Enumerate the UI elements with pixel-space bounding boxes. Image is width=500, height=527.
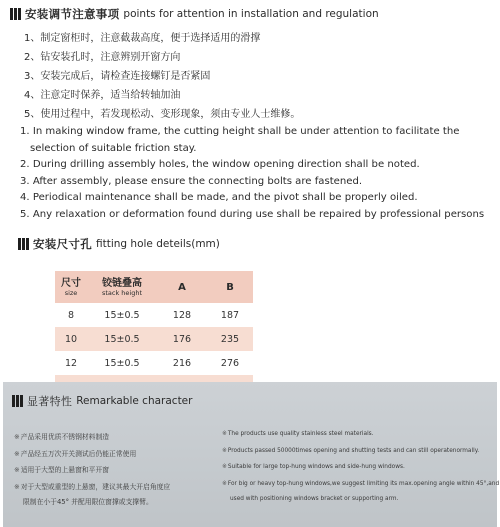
cn-note-item: 4、注意定时保养，适当给转轴加油 — [24, 90, 181, 101]
cn-notes-list — [24, 29, 300, 124]
section-title-en: points for attention in installation and regulation — [123, 8, 379, 20]
cell-a: 176 — [157, 327, 207, 351]
section-title-en: Remarkable character — [76, 395, 193, 407]
table-header-row — [55, 271, 253, 303]
cn-note-item: 2、钻安装孔时，注意辨别开窗方向 — [24, 52, 181, 63]
cell-stack-height: 15±0.5 — [87, 351, 157, 375]
en-notes-list — [20, 124, 484, 223]
en-note-line: 4. Periodical maintenance shall be made, and the pivot shall be properly oiled. — [20, 192, 418, 203]
feature-cn-item: ※适用于大型的上悬窗和平开窗 — [14, 466, 110, 474]
col-header-stack-height: 铰链叠高 stack height — [87, 271, 157, 303]
cell-size: 8 — [55, 303, 87, 327]
col-header-a: A — [157, 271, 207, 303]
section-header-remarkable — [12, 393, 192, 409]
bullet-icon: ※ — [222, 481, 227, 487]
feature-cn-item: ※对于大型或重型的上悬窗，建议其最大开启角度应 — [14, 483, 171, 491]
feature-cn-item: ※产品采用优质不锈钢材料制造 — [14, 433, 110, 441]
section-header-installation — [10, 6, 379, 22]
remarkable-character-panel — [3, 382, 500, 527]
en-note-line: 2. During drilling assembly holes, the window opening direction shall be noted. — [20, 159, 420, 170]
col-header-b: B — [207, 271, 253, 303]
en-note-line: 3. After assembly, please ensure the connecting bolts are fastened. — [20, 175, 363, 187]
feature-cn-item: ※产品经五万次开关测试后仍能正常使用 — [14, 450, 137, 458]
feature-en-item: ※For big or heavy top-hung windows,we suggest limiting its max.opening angle within 45°,and — [222, 481, 500, 487]
section-title-en: fitting hole deteils(mm) — [96, 238, 220, 250]
table-row — [55, 327, 253, 351]
section-title-cn: 安装调节注意事项 — [25, 7, 120, 21]
cell-b: 235 — [207, 327, 253, 351]
section-title-cn: 安装尺寸孔 — [33, 237, 92, 251]
bullet-icon: ※ — [222, 431, 227, 437]
cn-note-item: 1、制定窗柜时，注意截裁高度，便于选择适用的滑撑 — [24, 33, 261, 44]
cell-stack-height: 15±0.5 — [87, 327, 157, 351]
cell-a: 216 — [157, 351, 207, 375]
cn-note-item: 5、使用过程中，若发现松动、变形现象，须由专业人士维修。 — [24, 109, 301, 120]
fitting-hole-table — [55, 271, 253, 399]
bullet-icon: ※ — [14, 466, 20, 474]
feature-en-item: ※Products passed 50000times opening and shutting tests and can still operatenormally. — [222, 448, 480, 454]
en-note-line: 1. In making window frame, the cutting height shall be under attention to facilitate the — [20, 126, 460, 137]
cell-b: 187 — [207, 303, 253, 327]
cell-size: 12 — [55, 351, 87, 375]
bullet-icon: ※ — [14, 483, 20, 491]
cn-note-item: 3、安装完成后，请检查连接螺钉是否紧固 — [24, 71, 211, 82]
bullet-icon: ※ — [222, 464, 227, 470]
en-note-line: 5. Any relaxation or deformation found during use shall be repaired by professional persons — [20, 208, 485, 220]
feature-en-item: ※Suitable for large top-hung windows and side-hung windows. — [222, 464, 405, 470]
feature-cn-item-continued: 限制在小于45° 并配用限位窗撑或支撑臂。 — [23, 498, 153, 506]
table-row — [55, 351, 253, 375]
cell-stack-height: 15±0.5 — [87, 303, 157, 327]
cell-a: 128 — [157, 303, 207, 327]
section-header-fitting-hole — [18, 236, 220, 252]
section-marker-icon — [10, 8, 21, 20]
col-header-size: 尺寸 size — [55, 271, 87, 303]
section-marker-icon — [18, 238, 29, 250]
cell-b: 276 — [207, 351, 253, 375]
bullet-icon: ※ — [14, 433, 20, 441]
bullet-icon: ※ — [222, 448, 227, 454]
section-title-cn: 显著特性 — [27, 395, 73, 408]
bullet-icon: ※ — [14, 450, 20, 458]
feature-en-item-continued: used with positioning windows bracket or supporting arm. — [230, 496, 399, 502]
table-row — [55, 303, 253, 327]
feature-en-item: ※The products use quality stainless steel materials. — [222, 431, 374, 437]
en-note-line: selection of suitable friction stay. — [30, 142, 197, 154]
cell-size: 10 — [55, 327, 87, 351]
section-marker-icon — [12, 395, 23, 407]
